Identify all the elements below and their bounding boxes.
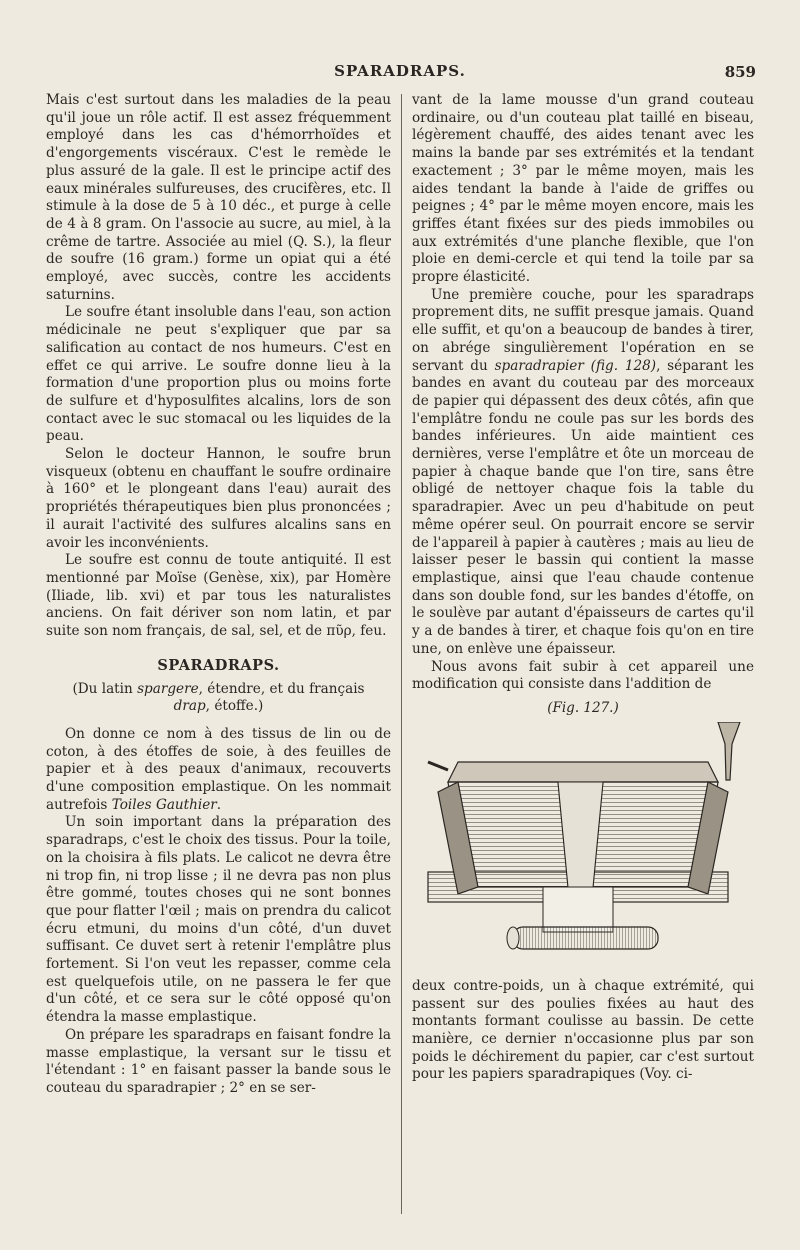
text-run: , séparant les bandes en avant du couteau par des morceaux de papier qui dépassent des deux côtés, afin que l'emplâtre fondu ne coule pas sur les bords des bandes inférieures. Un aide maintient ces dernières, verse l'emplâtre et ôte un morceau de papier à chaque bande que l'on tire, sans être obligé de nettoyer chaque fois la table du sparadrapier. Avec un peu d'habitude on peut même opérer seul. On pourrait encore se servir de l'appareil à papier à cautères ; mais au lieu de laisser peser le bassin qui contient la masse emplastique, ainsi que l'eau chaude contenue dans son double fond, sur les bandes d'étoffe, on le soulève par autant d'épaisseurs de cartes qu'il y a de bandes à tirer, et chaque fois qu'on en tire une, on enlève une épaisseur.	[412, 357, 754, 657]
etym-middle: , étendre, et du français	[198, 680, 365, 697]
figure-caption: (Fig. 127.)	[547, 699, 619, 716]
paper-roll-strip	[543, 887, 613, 932]
text-run: On donne ce nom à des tissus de lin ou de coton, à des étoffes de soie, à des feuilles de papier et à des peaux d'animaux, recouverts d'une composition emplastique. On les nommait autrefois	[46, 725, 391, 813]
sparadrapier-apparatus-illustration	[418, 722, 748, 962]
section-title: SPARADRAPS.	[157, 656, 280, 674]
paper-roll	[513, 927, 658, 949]
etymology	[46, 681, 391, 716]
page-header	[0, 62, 800, 86]
tank-back	[448, 762, 718, 782]
paragraph	[46, 726, 391, 815]
paragraph	[412, 287, 754, 659]
text-run: .	[216, 796, 222, 813]
running-head: SPARADRAPS.	[334, 62, 466, 80]
page-number: 859	[724, 63, 756, 81]
etym-word: spargere	[137, 680, 199, 697]
paragraph: On prépare les sparadraps en faisant fondre la masse emplastique, la versant sur le tissu et l'étendant : 1° en faisant passer la bande sous le couteau du sparadrapier ; 2° en se ser-	[46, 1026, 391, 1096]
etym-prefix: (Du latin	[72, 680, 138, 697]
paragraph: Nous avons fait subir à cet appareil une modification qui consiste dans l'addition de	[412, 658, 754, 693]
paragraph: Selon le docteur Hannon, le soufre brun visqueux (obtenu en chauffant le soufre ordinaire à 160° et le plongeant dans l'eau) aurait des propriétés thérapeutiques bien plus prononcées ; il aurait l'activité des sulfures alcalins sans en avoir les inconvénients.	[46, 446, 391, 551]
etym-suffix: , étoffe.)	[205, 698, 264, 715]
etym-word: drap	[173, 698, 206, 715]
right-column	[412, 92, 754, 1084]
paragraph: deux contre-poids, un à chaque extrémité, qui passent sur des poulies fixées au haut des montants formant coulisse au bassin. De cette manière, ce dernier n'occasionne plus par son poids le déchirement du papier, car c'est surtout pour les papiers sparadrapiques (Voy. ci-	[412, 977, 754, 1083]
figure-reference: (fig. 128)	[583, 357, 657, 374]
paragraph: vant de la lame mousse d'un grand couteau ordinaire, ou d'un couteau plat taillé en biseau, légèrement chauffé, des aides tenant avec les mains la bande par ses extrémités et la tendant exactement ; 3° par le même moyen, mais les aides tendant la bande à l'aide de griffes ou peignes ; 4° par le même moyen encore, mais les griffes étant fixées sur des pieds immobiles ou aux extrémités d'une planche flexible, que l'on ploie en demi-cercle et qui tend la toile par sa propre élasticité.	[412, 92, 754, 286]
paragraph: Mais c'est surtout dans les maladies de la peau qu'il joue un rôle actif. Il est assez fréquemment employé dans les cas d'hémorrhoïdes et d'engorgements viscéraux. C'est le remède le plus assuré de la gale. Il est le principe actif des eaux minérales sulfureuses, des crucifères, etc. Il stimule à la dose de 5 à 10 déc., et purge à celle de 4 à 8 gram. On l'associe au sucre, au miel, à la crême de tartre. Associée au miel (Q. S.), la fleur de soufre (16 gram.) forme un opiat qui a été employé, avec succès, contre les accidents saturnins.	[46, 92, 391, 303]
paragraph: Un soin important dans la préparation des sparadraps, c'est le choix des tissus. Pour la toile, on la choisira à fils plats. Le calicot ne devra être ni trop fin, ni trop lisse ; il ne devra pas non plus être gommé, toutes choses qui ne sont bonnes que pour flatter l'œil ; mais on prendra du calicot écru etmuni, du moins d'un côté, d'un duvet suffisant. Ce duvet sert à retenir l'emplâtre plus fortement. Si l'on veut les repasser, comme cela est quelquefois utile, on ne passera le fer que d'un côté, et ce sera sur le côté opposé qu'on étendra la masse emplastique.	[46, 814, 391, 1026]
left-column	[46, 92, 391, 1098]
paragraph: Le soufre est connu de toute antiquité. Il est mentionné par Moïse (Genèse, xix), par Homère (Iliade, lib. xvi) et par tous les naturalistes anciens. On fait dériver son nom latin, et par suite son nom français, de sal, sel, et de πῦρ, feu.	[46, 552, 391, 640]
figure	[412, 700, 754, 970]
funnel	[718, 722, 740, 780]
paragraph: Le soufre étant insoluble dans l'eau, son action médicinale ne peut s'expliquer que par sa salification au contact de nos humeurs. C'est en effet ce qui arrive. Le soufre donne lieu à la formation d'une proportion plus ou moins forte de sulfure et d'hyposulfites alcalins, lors de son contact avec le suc stomacal ou les liquides de la peau.	[46, 304, 391, 445]
emphasis: sparadrapier	[494, 357, 584, 374]
text-run: Une première couche, pour les sparadraps proprement dits, ne suffit presque jamais. Quand elle suffit, et qu'on a beaucoup de bandes à tirer, on abrége singulièrement l'opération en se servant du	[412, 286, 754, 374]
column-rule	[401, 94, 402, 1214]
emphasis: Toiles Gauthier	[111, 796, 217, 813]
